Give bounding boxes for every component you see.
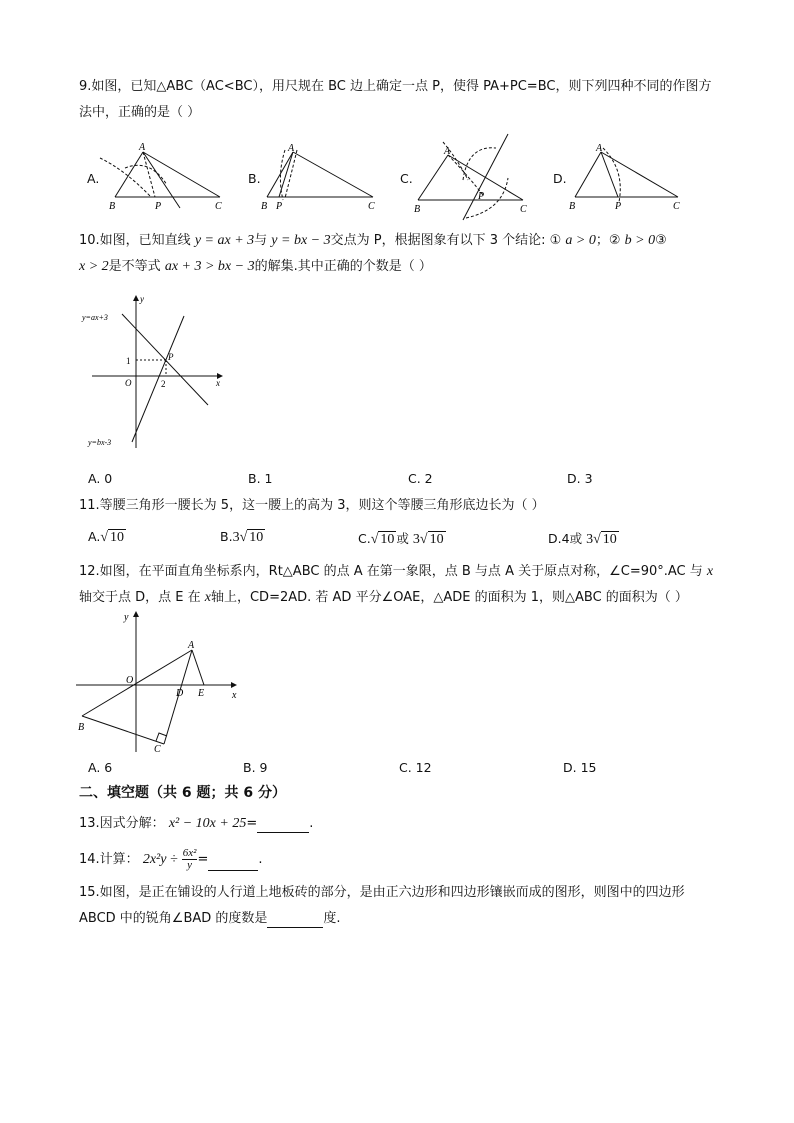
q10-line2-label: y=bx-3 [88,438,112,447]
q14-answer-blank[interactable] [208,856,258,871]
fig-d-side-ab [575,152,601,197]
q10-line-bx3 [132,316,184,442]
fig-d-label-b: B [569,201,576,212]
q11-option-b-coef: 3 [232,530,240,545]
q11-option-d-letter: D. [548,531,562,546]
q10-eq1: y = ax + 3 [194,233,255,248]
q10-eq2: y = bx − 3 [271,233,331,248]
q14-eq: = [197,852,209,867]
fig-c-arc-bottom [466,178,508,218]
q10-line2 [79,258,432,276]
fig-d-arc [603,148,620,202]
q15-line2-text: ABCD 中的锐角∠BAD 的度数是 [79,911,268,926]
q10-ineq: ax + 3 > bx − 3 [164,259,255,274]
fig-c-label-c: C [520,204,527,215]
q10-point-label: P [168,352,174,362]
q10-option-d: D. 3 [567,471,593,486]
q12-d-label: D [176,688,184,699]
fig-c-label-a: A [444,146,451,157]
q11-option-d-or: 或 [569,531,583,546]
q10-tick-y-label: 1 [126,356,131,366]
q12-line1 [79,563,713,581]
q12-option-a: A. 6 [88,760,113,775]
fig-a-label-c: C [215,201,222,212]
section-2-heading: 二、填空题（共 6 题；共 6 分） [79,785,286,801]
fig-c-label-p: P [478,191,485,202]
q10-option-b: B. 1 [248,471,273,486]
q9-option-a-label: A. [87,171,100,186]
q11-option-c-radicand: 10 [380,532,395,547]
q10-option-a: A. 0 [88,471,113,486]
q10-graph [80,290,230,455]
q14-fraction [182,848,198,871]
q12-line-bc [82,716,164,744]
q11-option-a-sqrt-sign: √ [100,530,108,545]
q12-option-b: B. 9 [243,760,268,775]
fig-a-arc2 [125,165,167,185]
fig-d-label-p: P [615,201,622,212]
fig-a-label-b: B [109,201,116,212]
q12-line2-x: x [204,590,211,605]
q12-figure [72,606,244,754]
q14-fraction-den: y [187,859,193,871]
q12-line1-x: x [706,564,714,579]
fig-d-label-a: A [596,143,603,154]
q11-option-a-radicand: 10 [110,530,124,545]
q11-option-c-sqrt-sign: √ [370,532,379,547]
q11-line: 11.等腰三角形一腰长为 5，这一腰上的高为 3，则这个等腰三角形底边长为（ ） [79,498,545,513]
q13-end: . [309,816,314,831]
fig-c-label-b: B [414,204,421,215]
q10-text-g: 的解集.其中正确的个数是（ ） [254,259,432,274]
q11-option-b-sqrt-sign: √ [239,530,248,545]
q11-option-d-four: 4 [561,531,570,546]
q9-line2: 法中，正确的是（ ） [79,105,201,120]
q10-line1 [79,232,667,250]
fig-a-label-a: A [139,142,146,153]
fig-b-side-ab [267,152,293,197]
q11-option-a [88,529,126,546]
q12-x-label: x [232,690,237,701]
fig-b-label-b: B [261,201,268,212]
q14-fraction-num: 6x² [182,847,197,859]
fig-b-side-ac [293,152,373,197]
q12-line2-text-b: 轴上，CD=2AD. 若 AD 平分∠OAE，△ADE 的面积为 1，则△ABC 的面积为（ ） [210,590,688,605]
q10-text-e: ③ [655,233,667,248]
fig-a-extended-line [143,152,180,208]
q11-option-c-coef: 3 [412,532,420,547]
q15-line2 [79,910,341,928]
fig-a-label-p: P [155,201,162,212]
q10-text-b: 与 [254,233,272,248]
q11-option-d-sqrt-sign: √ [593,532,601,547]
q10-c1: a > 0 [565,233,596,248]
q9-line1: 9.如图，已知△ABC（AC<BC），用尺规在 BC 边上确定一点 P，使得 PA+PC=BC，则下列四种不同的作图方 [79,79,712,94]
q10-c3: x > 2 [79,259,109,274]
q12-y-label: y [124,612,129,623]
q9-figure-b [255,140,385,215]
q12-option-c: C. 12 [399,760,432,775]
fig-b-label-c: C [368,201,375,212]
q10-text-f: 是不等式 [108,259,165,274]
q10-origin-label: O [125,378,132,388]
q11-option-b [220,529,265,546]
fig-b-label-a: A [288,143,295,154]
q12-line-ae [192,650,204,685]
q11-option-c-radicand2: 10 [429,532,444,547]
q12-line2 [79,589,688,607]
q11-option-d-coef: 3 [586,532,594,547]
q11-option-a-letter: A. [88,529,101,544]
q9-option-d-label: D. [553,171,567,186]
fig-c-bisector [463,134,508,220]
q9-option-b-label: B. [248,171,261,186]
q9-figure-c [408,130,536,222]
q12-line2-text-a: 轴交于点 D，点 E 在 [79,590,205,605]
q11-option-d [548,529,619,548]
q13-expr: x² − 10x + 25 [168,816,247,831]
q12-c-label: C [154,744,161,754]
fig-a-side-ac [143,152,220,197]
fig-b-arc [280,150,285,200]
q11-option-c-sqrt-sign2: √ [419,532,428,547]
fig-b-label-p: P [276,201,283,212]
fig-d-label-c: C [673,201,680,212]
q11-option-c [358,529,446,548]
q12-e-label: E [198,688,205,699]
q14-end: . [258,852,263,867]
q12-o-label: O [126,675,134,686]
q10-text-d: ；② [595,233,625,248]
q11-option-c-or: 或 [396,531,409,546]
fig-c-arc-top [463,148,496,180]
q11-option-c-letter: C. [358,531,371,546]
q15-answer-blank[interactable] [267,913,323,928]
q9-option-c-label: C. [400,171,413,186]
q10-line1-label: y=ax+3 [82,313,108,322]
q10-text-a: 10.如图，已知直线 [79,233,195,248]
q14-expr: 2x²y ÷ [142,852,178,867]
q10-option-c: C. 2 [408,471,433,486]
q9-figure-d [563,140,693,215]
q13-text: 13.因式分解： [79,816,165,831]
q10-x-label: x [216,378,220,388]
q13-line [79,815,313,833]
q10-c2: b > 0 [624,233,656,248]
fig-a-side-ab [115,152,143,197]
q11-option-d-radicand: 10 [602,532,617,547]
q10-y-label: y [140,294,144,304]
fig-c-side-ab [418,155,448,200]
q15-line2-end: 度. [323,911,341,926]
q13-eq: = [246,816,258,831]
q13-answer-blank[interactable] [257,818,309,833]
q12-a-label: A [188,640,195,651]
q12-line1-text: 12.如图，在平面直角坐标系内，Rt△ABC 的点 A 在第一象限，点 B 与点 A 关于原点对称，∠C=90°.AC 与 [79,564,703,579]
fig-d-side-ac [601,152,678,197]
q11-option-b-letter: B. [220,529,233,544]
q12-b-label: B [78,722,85,733]
q12-option-d: D. 15 [563,760,597,775]
q14-text: 14.计算： [79,852,139,867]
q9-figure-a [95,140,230,215]
q10-text-c: 交点为 P，根据图象有以下 3 个结论: ① [330,233,566,248]
q10-tick-x-label: 2 [161,379,166,389]
q11-option-b-radicand: 10 [249,530,264,545]
fig-a-arc [100,158,151,197]
fig-d-line-ap [601,152,618,197]
q14-line [79,848,263,871]
q15-line1: 15.如图，是正在铺设的人行道上地板砖的部分，是由正六边形和四边形镶嵌而成的图形，则图中的四边形 [79,885,685,900]
fig-c-dash [448,155,483,195]
